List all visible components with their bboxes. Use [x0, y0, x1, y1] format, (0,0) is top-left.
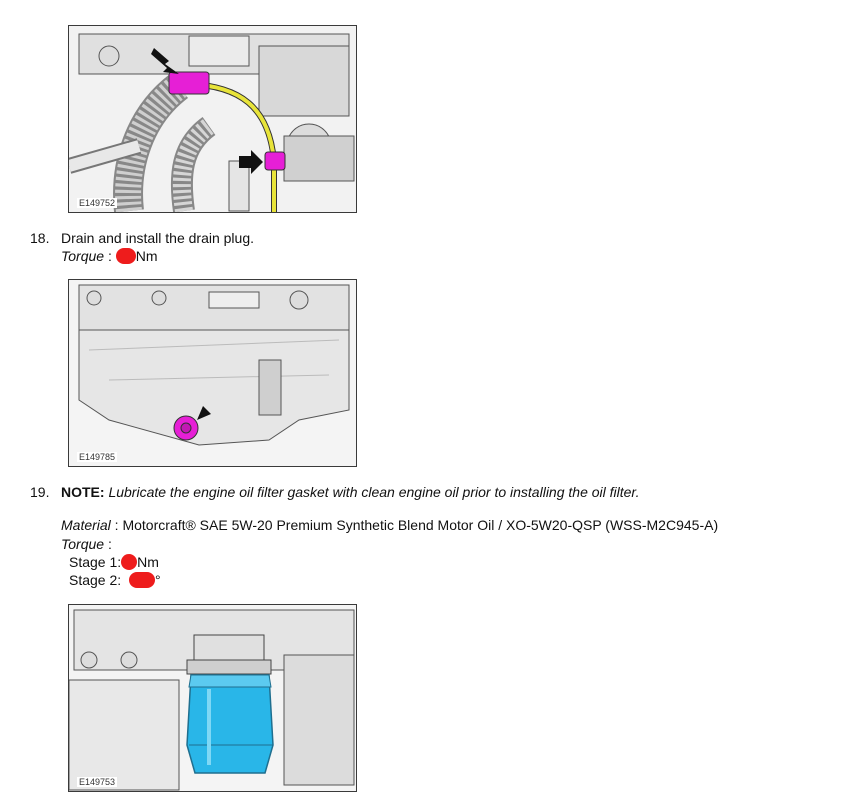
step-19-stage-1 — [69, 553, 159, 571]
figure-id-label: E149785 — [79, 452, 116, 462]
step-19-note — [30, 483, 640, 501]
oil-pan-illustration — [69, 280, 357, 467]
figure-id-label: E149752 — [79, 198, 116, 208]
redaction-mark — [116, 248, 136, 264]
torque-separator: : — [104, 248, 116, 264]
material-text: : Motorcraft® SAE 5W-20 Premium Synthetic Blend Motor Oil / XO-5W20-QSP (WSS-M2C945-A) — [110, 517, 719, 533]
stage-2-unit: ° — [154, 572, 161, 588]
step-18-torque — [61, 247, 158, 265]
redaction-mark — [121, 554, 137, 570]
step-number: 18. — [30, 230, 50, 246]
figure-id-label: E149753 — [79, 777, 116, 787]
stage-1-unit: Nm — [137, 554, 159, 570]
step-19-torque — [61, 535, 112, 553]
stage-1-label: Stage 1: — [69, 554, 122, 570]
figure-drain-plug — [68, 279, 357, 467]
redaction-mark — [129, 572, 155, 588]
torque-label: Torque — [61, 536, 105, 552]
torque-unit: Nm — [135, 248, 158, 264]
engine-hose-illustration — [69, 26, 357, 213]
figure-hose-connectors — [68, 25, 357, 213]
oil-filter-illustration — [69, 605, 357, 792]
torque-label: Torque — [61, 248, 105, 264]
stage-2-label: Stage 2: — [69, 572, 122, 588]
step-19-stage-2 — [69, 571, 161, 589]
step-text: Drain and install the drain plug. — [61, 230, 255, 246]
step-19-material — [61, 516, 718, 534]
note-label: NOTE: — [61, 484, 105, 500]
step-number: 19. — [30, 484, 50, 500]
figure-oil-filter — [68, 604, 357, 792]
material-label: Material — [61, 517, 111, 533]
torque-separator: : — [104, 536, 112, 552]
step-18 — [30, 229, 255, 247]
note-text: Lubricate the engine oil filter gasket with clean engine oil prior to installing the oil filter. — [108, 484, 640, 500]
